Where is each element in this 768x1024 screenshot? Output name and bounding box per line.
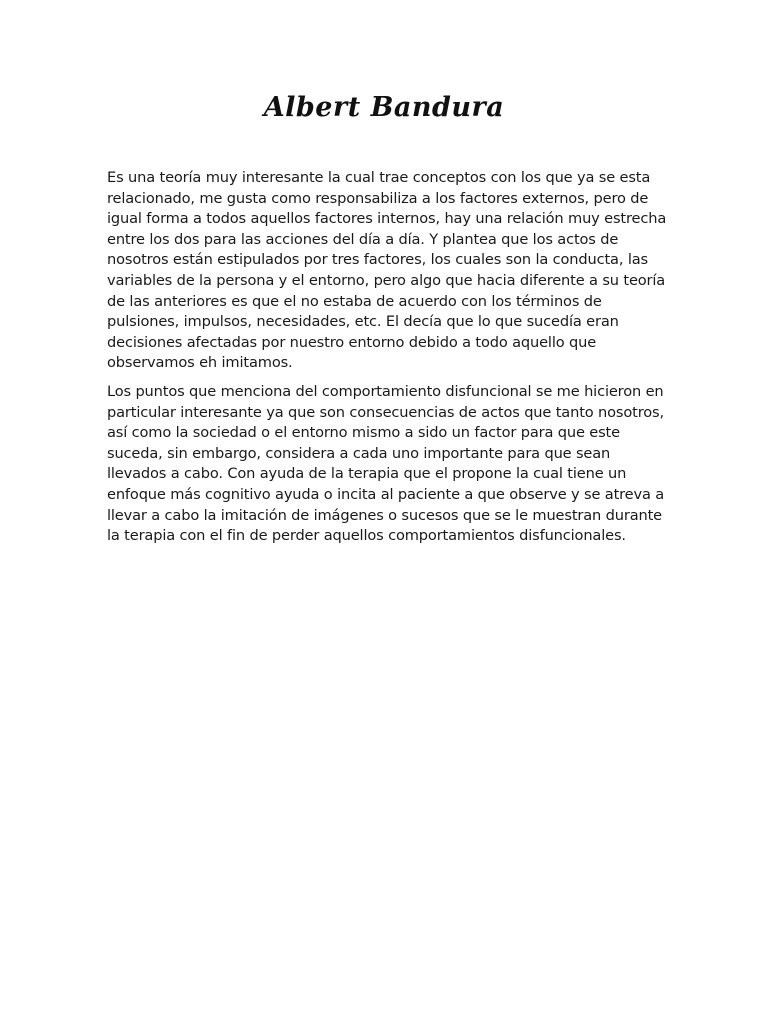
paragraph-2: Los puntos que menciona del comportamiento disfuncional se me hicieron en particular interesante ya que son consecuencias de actos que tanto nosotros, así como la sociedad o el entorno mismo a sido un factor para que este suceda, sin embargo, considera a cada uno importante para que sean llevados a cabo. Con ayuda de la terapia que el propone la cual tiene un enfoque más cognitivo ayuda o incita al paciente a que observe y se atreva a llevar a cabo la imitación de imágenes o sucesos que se le muestran durante la terapia con el fin de perder aquellos comportamientos disfuncionales. [107, 382, 665, 545]
document-body [107, 168, 667, 555]
paragraph-1: Es una teoría muy interesante la cual trae conceptos con los que ya se esta relacionado, me gusta como responsabiliza a los factores externos, pero de igual forma a todos aquellos factores internos, hay una relación muy estrecha entre los dos para las acciones del día a día. Y plantea que los actos de nosotros están estipulados por tres factores, los cuales son la conducta, las variables de la persona y el entorno, pero algo que hacia diferente a su teoría de las anteriores es que el no estaba de acuerdo con los términos de pulsiones, impulsos, necesidades, etc. El decía que lo que sucedía eran decisiones afectadas por nuestro entorno debido a todo aquello que observamos eh imitamos. [107, 169, 667, 372]
document-title: Albert Bandura [263, 92, 505, 123]
